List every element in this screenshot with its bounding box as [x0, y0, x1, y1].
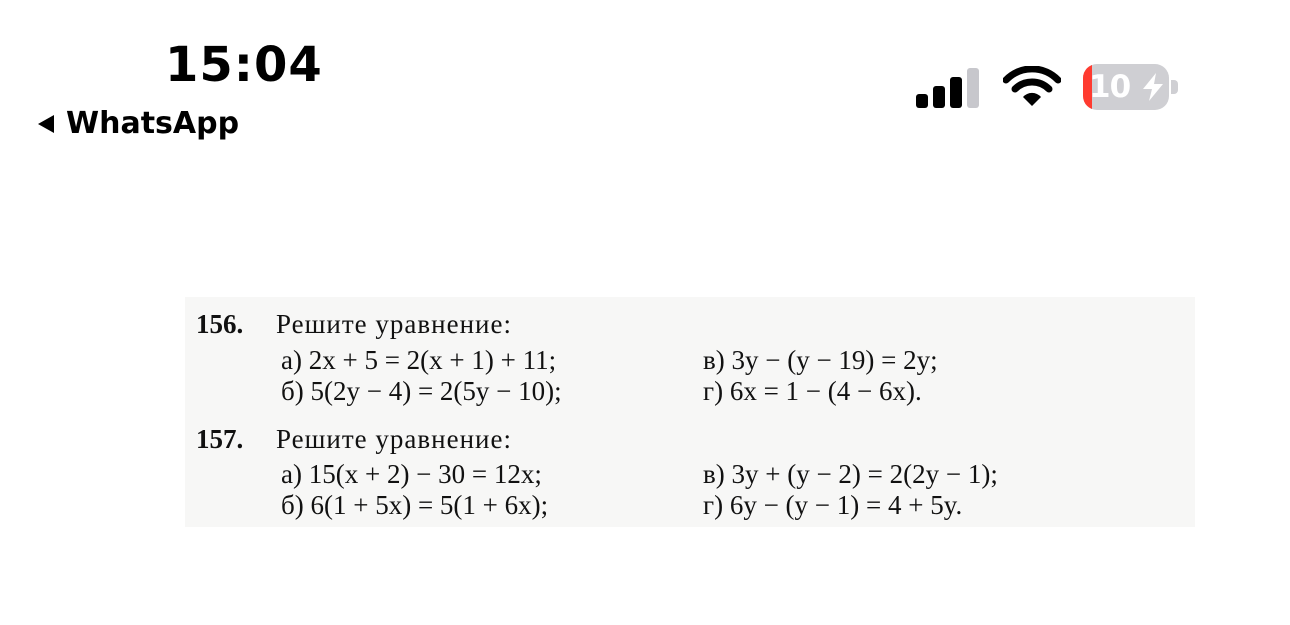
problem-156: [196, 309, 512, 340]
equation-156-a: а) 2x + 5 = 2(x + 1) + 11;: [281, 345, 557, 375]
problem-number: 156.: [196, 309, 244, 339]
problem-157: [196, 424, 512, 455]
signal-bar-1: [916, 94, 928, 108]
equation-157-g: г) 6y − (y − 1) = 4 + 5y.: [703, 490, 963, 520]
problem-title: Решите уравнение:: [276, 424, 512, 454]
signal-bar-3: [950, 77, 962, 108]
battery-icon: [1083, 64, 1179, 110]
equation-156-b: б) 5(2y − 4) = 2(5y − 10);: [281, 376, 562, 406]
signal-bar-2: [933, 86, 945, 108]
equation-157-a: а) 15(x + 2) − 30 = 12x;: [281, 459, 542, 489]
signal-bar-4: [967, 68, 979, 108]
back-to-whatsapp-link[interactable]: [38, 104, 239, 144]
charging-bolt-icon: [1141, 73, 1165, 101]
problem-title: Решите уравнение:: [276, 309, 512, 339]
battery-cap: [1171, 80, 1178, 94]
back-label: WhatsApp: [66, 106, 240, 141]
battery-percentage: 10: [1089, 69, 1131, 105]
cellular-signal-icon: [916, 66, 980, 108]
equation-157-b: б) 6(1 + 5x) = 5(1 + 6x);: [281, 490, 549, 520]
textbook-image: [185, 297, 1195, 527]
problem-number: 157.: [196, 424, 244, 454]
wifi-icon: [1003, 66, 1061, 108]
equation-157-v: в) 3y + (y − 2) = 2(2y − 1);: [703, 459, 998, 489]
back-arrow-icon: [38, 115, 54, 133]
equation-156-g: г) 6x = 1 − (4 − 6x).: [703, 376, 922, 406]
equation-156-v: в) 3y − (y − 19) = 2y;: [703, 345, 938, 375]
battery-body: [1083, 64, 1169, 110]
status-time: 15:04: [165, 37, 323, 93]
